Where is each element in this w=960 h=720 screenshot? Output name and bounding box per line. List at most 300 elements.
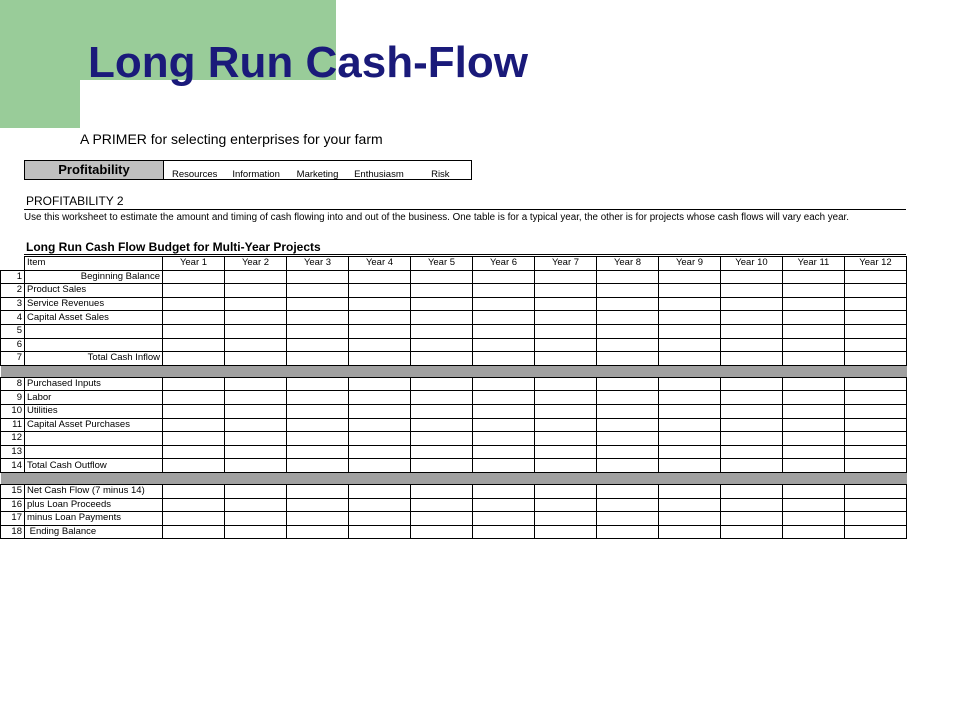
value-cell[interactable] bbox=[721, 311, 783, 325]
value-cell[interactable] bbox=[163, 404, 225, 418]
header-year: Year 10 bbox=[721, 257, 783, 271]
value-cell[interactable] bbox=[163, 512, 225, 526]
row-number: 15 bbox=[1, 484, 25, 498]
separator-bar bbox=[1, 365, 907, 377]
value-cell[interactable] bbox=[845, 338, 907, 352]
value-cell[interactable] bbox=[411, 311, 473, 325]
header-year: Year 4 bbox=[349, 257, 411, 271]
value-cell[interactable] bbox=[721, 498, 783, 512]
value-cell[interactable] bbox=[473, 484, 535, 498]
value-cell[interactable] bbox=[225, 270, 287, 284]
value-cell[interactable] bbox=[659, 445, 721, 459]
section-title: PROFITABILITY 2 bbox=[26, 194, 124, 208]
value-cell[interactable] bbox=[287, 418, 349, 432]
value-cell[interactable] bbox=[349, 484, 411, 498]
budget-divider bbox=[24, 254, 906, 255]
value-cell[interactable] bbox=[287, 512, 349, 526]
value-cell[interactable] bbox=[721, 432, 783, 446]
table-row bbox=[1, 324, 907, 338]
value-cell[interactable] bbox=[225, 391, 287, 405]
value-cell[interactable] bbox=[287, 377, 349, 391]
row-label: Product Sales bbox=[25, 284, 163, 298]
value-cell[interactable] bbox=[287, 404, 349, 418]
section-nav bbox=[24, 160, 472, 180]
value-cell[interactable] bbox=[473, 445, 535, 459]
table-row bbox=[1, 432, 907, 446]
header-year: Year 11 bbox=[783, 257, 845, 271]
value-cell[interactable] bbox=[473, 525, 535, 539]
value-cell[interactable] bbox=[349, 338, 411, 352]
row-number: 7 bbox=[1, 352, 25, 366]
row-number: 4 bbox=[1, 311, 25, 325]
header-year: Year 7 bbox=[535, 257, 597, 271]
value-cell[interactable] bbox=[411, 324, 473, 338]
value-cell[interactable] bbox=[473, 391, 535, 405]
value-cell[interactable] bbox=[783, 352, 845, 366]
value-cell[interactable] bbox=[163, 432, 225, 446]
value-cell[interactable] bbox=[597, 404, 659, 418]
value-cell[interactable] bbox=[845, 311, 907, 325]
value-cell[interactable] bbox=[473, 297, 535, 311]
value-cell[interactable] bbox=[845, 484, 907, 498]
header-corner bbox=[1, 257, 25, 271]
value-cell[interactable] bbox=[411, 352, 473, 366]
value-cell[interactable] bbox=[411, 525, 473, 539]
table-row bbox=[1, 352, 907, 366]
header-year: Year 1 bbox=[163, 257, 225, 271]
value-cell[interactable] bbox=[783, 418, 845, 432]
value-cell[interactable] bbox=[287, 391, 349, 405]
row-label: Net Cash Flow (7 minus 14) bbox=[25, 484, 163, 498]
value-cell[interactable] bbox=[163, 484, 225, 498]
value-cell[interactable] bbox=[535, 418, 597, 432]
value-cell[interactable] bbox=[659, 512, 721, 526]
value-cell[interactable] bbox=[783, 297, 845, 311]
value-cell[interactable] bbox=[473, 498, 535, 512]
value-cell[interactable] bbox=[411, 418, 473, 432]
value-cell[interactable] bbox=[473, 459, 535, 473]
value-cell[interactable] bbox=[473, 284, 535, 298]
table-row bbox=[1, 284, 907, 298]
value-cell[interactable] bbox=[597, 459, 659, 473]
value-cell[interactable] bbox=[721, 404, 783, 418]
value-cell[interactable] bbox=[473, 377, 535, 391]
value-cell[interactable] bbox=[473, 404, 535, 418]
value-cell[interactable] bbox=[783, 391, 845, 405]
header-year: Year 6 bbox=[473, 257, 535, 271]
value-cell[interactable] bbox=[721, 391, 783, 405]
value-cell[interactable] bbox=[163, 525, 225, 539]
value-cell[interactable] bbox=[411, 377, 473, 391]
value-cell[interactable] bbox=[783, 459, 845, 473]
table-row bbox=[1, 498, 907, 512]
value-cell[interactable] bbox=[225, 512, 287, 526]
value-cell[interactable] bbox=[659, 459, 721, 473]
table-row bbox=[1, 525, 907, 539]
nav-item-marketing[interactable]: Marketing bbox=[296, 169, 339, 180]
value-cell[interactable] bbox=[535, 484, 597, 498]
value-cell[interactable] bbox=[349, 377, 411, 391]
value-cell[interactable] bbox=[163, 377, 225, 391]
value-cell[interactable] bbox=[783, 512, 845, 526]
value-cell[interactable] bbox=[287, 352, 349, 366]
value-cell[interactable] bbox=[225, 484, 287, 498]
value-cell[interactable] bbox=[473, 338, 535, 352]
value-cell[interactable] bbox=[225, 338, 287, 352]
value-cell[interactable] bbox=[473, 512, 535, 526]
value-cell[interactable] bbox=[535, 404, 597, 418]
value-cell[interactable] bbox=[163, 445, 225, 459]
value-cell[interactable] bbox=[597, 324, 659, 338]
header-year: Year 3 bbox=[287, 257, 349, 271]
budget-title: Long Run Cash Flow Budget for Multi-Year Projects bbox=[26, 240, 321, 254]
value-cell[interactable] bbox=[225, 324, 287, 338]
header-year: Year 12 bbox=[845, 257, 907, 271]
value-cell[interactable] bbox=[721, 512, 783, 526]
row-label bbox=[25, 324, 163, 338]
value-cell[interactable] bbox=[535, 297, 597, 311]
value-cell[interactable] bbox=[597, 311, 659, 325]
value-cell[interactable] bbox=[597, 338, 659, 352]
value-cell[interactable] bbox=[163, 297, 225, 311]
value-cell[interactable] bbox=[411, 404, 473, 418]
value-cell[interactable] bbox=[535, 311, 597, 325]
value-cell[interactable] bbox=[349, 284, 411, 298]
value-cell[interactable] bbox=[845, 418, 907, 432]
value-cell[interactable] bbox=[225, 297, 287, 311]
value-cell[interactable] bbox=[845, 284, 907, 298]
value-cell[interactable] bbox=[597, 484, 659, 498]
table-row bbox=[1, 404, 907, 418]
value-cell[interactable] bbox=[287, 445, 349, 459]
row-label: Beginning Balance bbox=[25, 270, 163, 284]
row-number: 2 bbox=[1, 284, 25, 298]
value-cell[interactable] bbox=[535, 338, 597, 352]
value-cell[interactable] bbox=[783, 377, 845, 391]
value-cell[interactable] bbox=[163, 459, 225, 473]
value-cell[interactable] bbox=[597, 445, 659, 459]
header-year: Year 2 bbox=[225, 257, 287, 271]
value-cell[interactable] bbox=[473, 324, 535, 338]
nav-item-profitability[interactable]: Profitability bbox=[25, 161, 164, 179]
value-cell[interactable] bbox=[225, 284, 287, 298]
header-year: Year 8 bbox=[597, 257, 659, 271]
value-cell[interactable] bbox=[225, 404, 287, 418]
row-number: 17 bbox=[1, 512, 25, 526]
value-cell[interactable] bbox=[845, 432, 907, 446]
value-cell[interactable] bbox=[721, 418, 783, 432]
value-cell[interactable] bbox=[535, 391, 597, 405]
value-cell[interactable] bbox=[473, 270, 535, 284]
value-cell[interactable] bbox=[225, 377, 287, 391]
value-cell[interactable] bbox=[845, 324, 907, 338]
row-number: 3 bbox=[1, 297, 25, 311]
value-cell[interactable] bbox=[659, 297, 721, 311]
value-cell[interactable] bbox=[225, 418, 287, 432]
header-year: Year 5 bbox=[411, 257, 473, 271]
value-cell[interactable] bbox=[659, 324, 721, 338]
value-cell[interactable] bbox=[287, 270, 349, 284]
value-cell[interactable] bbox=[411, 459, 473, 473]
value-cell[interactable] bbox=[349, 432, 411, 446]
table-header-row bbox=[1, 257, 907, 271]
value-cell[interactable] bbox=[349, 324, 411, 338]
value-cell[interactable] bbox=[349, 404, 411, 418]
value-cell[interactable] bbox=[597, 377, 659, 391]
value-cell[interactable] bbox=[721, 484, 783, 498]
value-cell[interactable] bbox=[163, 352, 225, 366]
value-cell[interactable] bbox=[845, 352, 907, 366]
value-cell[interactable] bbox=[225, 352, 287, 366]
value-cell[interactable] bbox=[163, 284, 225, 298]
value-cell[interactable] bbox=[535, 324, 597, 338]
value-cell[interactable] bbox=[783, 324, 845, 338]
value-cell[interactable] bbox=[163, 418, 225, 432]
slide-subtitle: A PRIMER for selecting enterprises for your farm bbox=[80, 131, 383, 147]
row-number: 6 bbox=[1, 338, 25, 352]
value-cell[interactable] bbox=[163, 270, 225, 284]
value-cell[interactable] bbox=[287, 284, 349, 298]
value-cell[interactable] bbox=[721, 377, 783, 391]
value-cell[interactable] bbox=[287, 484, 349, 498]
value-cell[interactable] bbox=[473, 311, 535, 325]
table-row bbox=[1, 270, 907, 284]
value-cell[interactable] bbox=[783, 270, 845, 284]
value-cell[interactable] bbox=[225, 498, 287, 512]
value-cell[interactable] bbox=[597, 270, 659, 284]
value-cell[interactable] bbox=[659, 284, 721, 298]
row-label: Capital Asset Purchases bbox=[25, 418, 163, 432]
value-cell[interactable] bbox=[287, 311, 349, 325]
table-row bbox=[1, 391, 907, 405]
slide-title: Long Run Cash-Flow bbox=[88, 38, 528, 87]
value-cell[interactable] bbox=[845, 512, 907, 526]
value-cell[interactable] bbox=[349, 445, 411, 459]
value-cell[interactable] bbox=[783, 484, 845, 498]
header-item: Item bbox=[25, 257, 163, 271]
value-cell[interactable] bbox=[349, 270, 411, 284]
row-number: 18 bbox=[1, 525, 25, 539]
row-label: Total Cash Inflow bbox=[25, 352, 163, 366]
value-cell[interactable] bbox=[597, 525, 659, 539]
value-cell[interactable] bbox=[225, 445, 287, 459]
value-cell[interactable] bbox=[721, 270, 783, 284]
row-label bbox=[25, 445, 163, 459]
value-cell[interactable] bbox=[411, 338, 473, 352]
section-divider bbox=[24, 209, 906, 210]
table-row bbox=[1, 445, 907, 459]
value-cell[interactable] bbox=[349, 525, 411, 539]
value-cell[interactable] bbox=[411, 297, 473, 311]
value-cell[interactable] bbox=[535, 284, 597, 298]
value-cell[interactable] bbox=[659, 498, 721, 512]
value-cell[interactable] bbox=[349, 459, 411, 473]
value-cell[interactable] bbox=[535, 432, 597, 446]
value-cell[interactable] bbox=[163, 338, 225, 352]
value-cell[interactable] bbox=[349, 352, 411, 366]
value-cell[interactable] bbox=[225, 525, 287, 539]
row-number: 14 bbox=[1, 459, 25, 473]
separator-bar bbox=[1, 472, 907, 484]
table-row bbox=[1, 338, 907, 352]
value-cell[interactable] bbox=[659, 525, 721, 539]
row-label bbox=[25, 432, 163, 446]
value-cell[interactable] bbox=[721, 459, 783, 473]
value-cell[interactable] bbox=[659, 352, 721, 366]
value-cell[interactable] bbox=[535, 525, 597, 539]
value-cell[interactable] bbox=[721, 352, 783, 366]
value-cell[interactable] bbox=[349, 311, 411, 325]
table-row bbox=[1, 418, 907, 432]
value-cell[interactable] bbox=[163, 391, 225, 405]
instructions-text: Use this worksheet to estimate the amount and timing of cash flowing into and out of the business. One table is for a typical year, the other is for projects whose cash flows will vary each year. bbox=[24, 212, 849, 223]
value-cell[interactable] bbox=[535, 512, 597, 526]
value-cell[interactable] bbox=[287, 338, 349, 352]
value-cell[interactable] bbox=[721, 445, 783, 459]
row-number: 10 bbox=[1, 404, 25, 418]
value-cell[interactable] bbox=[845, 498, 907, 512]
table-row bbox=[1, 377, 907, 391]
row-label: minus Loan Payments bbox=[25, 512, 163, 526]
value-cell[interactable] bbox=[845, 525, 907, 539]
nav-item-risk[interactable]: Risk bbox=[431, 169, 450, 180]
value-cell[interactable] bbox=[411, 498, 473, 512]
value-cell[interactable] bbox=[783, 445, 845, 459]
value-cell[interactable] bbox=[287, 297, 349, 311]
value-cell[interactable] bbox=[597, 418, 659, 432]
value-cell[interactable] bbox=[597, 512, 659, 526]
row-label: Total Cash Outflow bbox=[25, 459, 163, 473]
value-cell[interactable] bbox=[597, 284, 659, 298]
separator-row bbox=[1, 472, 907, 484]
value-cell[interactable] bbox=[659, 338, 721, 352]
row-number: 1 bbox=[1, 270, 25, 284]
row-label: Utilities bbox=[25, 404, 163, 418]
value-cell[interactable] bbox=[349, 512, 411, 526]
value-cell[interactable] bbox=[721, 338, 783, 352]
value-cell[interactable] bbox=[411, 445, 473, 459]
value-cell[interactable] bbox=[783, 525, 845, 539]
value-cell[interactable] bbox=[597, 432, 659, 446]
value-cell[interactable] bbox=[845, 404, 907, 418]
value-cell[interactable] bbox=[659, 432, 721, 446]
value-cell[interactable] bbox=[597, 297, 659, 311]
value-cell[interactable] bbox=[349, 297, 411, 311]
value-cell[interactable] bbox=[535, 270, 597, 284]
value-cell[interactable] bbox=[411, 432, 473, 446]
value-cell[interactable] bbox=[163, 498, 225, 512]
value-cell[interactable] bbox=[287, 324, 349, 338]
value-cell[interactable] bbox=[287, 432, 349, 446]
value-cell[interactable] bbox=[535, 498, 597, 512]
value-cell[interactable] bbox=[597, 498, 659, 512]
row-label bbox=[25, 338, 163, 352]
value-cell[interactable] bbox=[349, 498, 411, 512]
value-cell[interactable] bbox=[473, 352, 535, 366]
value-cell[interactable] bbox=[783, 498, 845, 512]
value-cell[interactable] bbox=[845, 445, 907, 459]
value-cell[interactable] bbox=[473, 418, 535, 432]
value-cell[interactable] bbox=[411, 391, 473, 405]
value-cell[interactable] bbox=[535, 377, 597, 391]
value-cell[interactable] bbox=[721, 324, 783, 338]
value-cell[interactable] bbox=[411, 284, 473, 298]
value-cell[interactable] bbox=[411, 512, 473, 526]
green-side-decoration bbox=[0, 0, 80, 128]
value-cell[interactable] bbox=[721, 297, 783, 311]
value-cell[interactable] bbox=[659, 377, 721, 391]
value-cell[interactable] bbox=[349, 391, 411, 405]
value-cell[interactable] bbox=[659, 404, 721, 418]
row-label: Labor bbox=[25, 391, 163, 405]
value-cell[interactable] bbox=[473, 432, 535, 446]
value-cell[interactable] bbox=[845, 459, 907, 473]
value-cell[interactable] bbox=[287, 498, 349, 512]
value-cell[interactable] bbox=[659, 418, 721, 432]
value-cell[interactable] bbox=[535, 459, 597, 473]
separator-row bbox=[1, 365, 907, 377]
value-cell[interactable] bbox=[783, 284, 845, 298]
value-cell[interactable] bbox=[597, 391, 659, 405]
row-number: 16 bbox=[1, 498, 25, 512]
value-cell[interactable] bbox=[659, 484, 721, 498]
row-number: 13 bbox=[1, 445, 25, 459]
value-cell[interactable] bbox=[783, 432, 845, 446]
value-cell[interactable] bbox=[721, 284, 783, 298]
value-cell[interactable] bbox=[225, 432, 287, 446]
value-cell[interactable] bbox=[845, 377, 907, 391]
row-number: 8 bbox=[1, 377, 25, 391]
table-row bbox=[1, 311, 907, 325]
row-label: Capital Asset Sales bbox=[25, 311, 163, 325]
value-cell[interactable] bbox=[659, 391, 721, 405]
value-cell[interactable] bbox=[287, 525, 349, 539]
value-cell[interactable] bbox=[287, 459, 349, 473]
value-cell[interactable] bbox=[659, 311, 721, 325]
row-number: 9 bbox=[1, 391, 25, 405]
header-year: Year 9 bbox=[659, 257, 721, 271]
nav-item-information[interactable]: Information bbox=[232, 169, 280, 180]
value-cell[interactable] bbox=[349, 418, 411, 432]
value-cell[interactable] bbox=[783, 311, 845, 325]
value-cell[interactable] bbox=[163, 324, 225, 338]
value-cell[interactable] bbox=[163, 311, 225, 325]
row-label: Service Revenues bbox=[25, 297, 163, 311]
nav-item-enthusiasm[interactable]: Enthusiasm bbox=[354, 169, 404, 180]
row-label: Ending Balance bbox=[25, 525, 163, 539]
value-cell[interactable] bbox=[411, 484, 473, 498]
value-cell[interactable] bbox=[783, 338, 845, 352]
value-cell[interactable] bbox=[721, 525, 783, 539]
nav-item-resources[interactable]: Resources bbox=[171, 169, 218, 180]
value-cell[interactable] bbox=[535, 445, 597, 459]
table-row bbox=[1, 297, 907, 311]
value-cell[interactable] bbox=[845, 297, 907, 311]
value-cell[interactable] bbox=[597, 352, 659, 366]
value-cell[interactable] bbox=[845, 391, 907, 405]
value-cell[interactable] bbox=[845, 270, 907, 284]
value-cell[interactable] bbox=[411, 270, 473, 284]
value-cell[interactable] bbox=[535, 352, 597, 366]
value-cell[interactable] bbox=[225, 311, 287, 325]
row-label: Purchased Inputs bbox=[25, 377, 163, 391]
cash-flow-table bbox=[0, 256, 907, 539]
row-label: plus Loan Proceeds bbox=[25, 498, 163, 512]
value-cell[interactable] bbox=[659, 270, 721, 284]
value-cell[interactable] bbox=[783, 404, 845, 418]
row-number: 12 bbox=[1, 432, 25, 446]
value-cell[interactable] bbox=[225, 459, 287, 473]
